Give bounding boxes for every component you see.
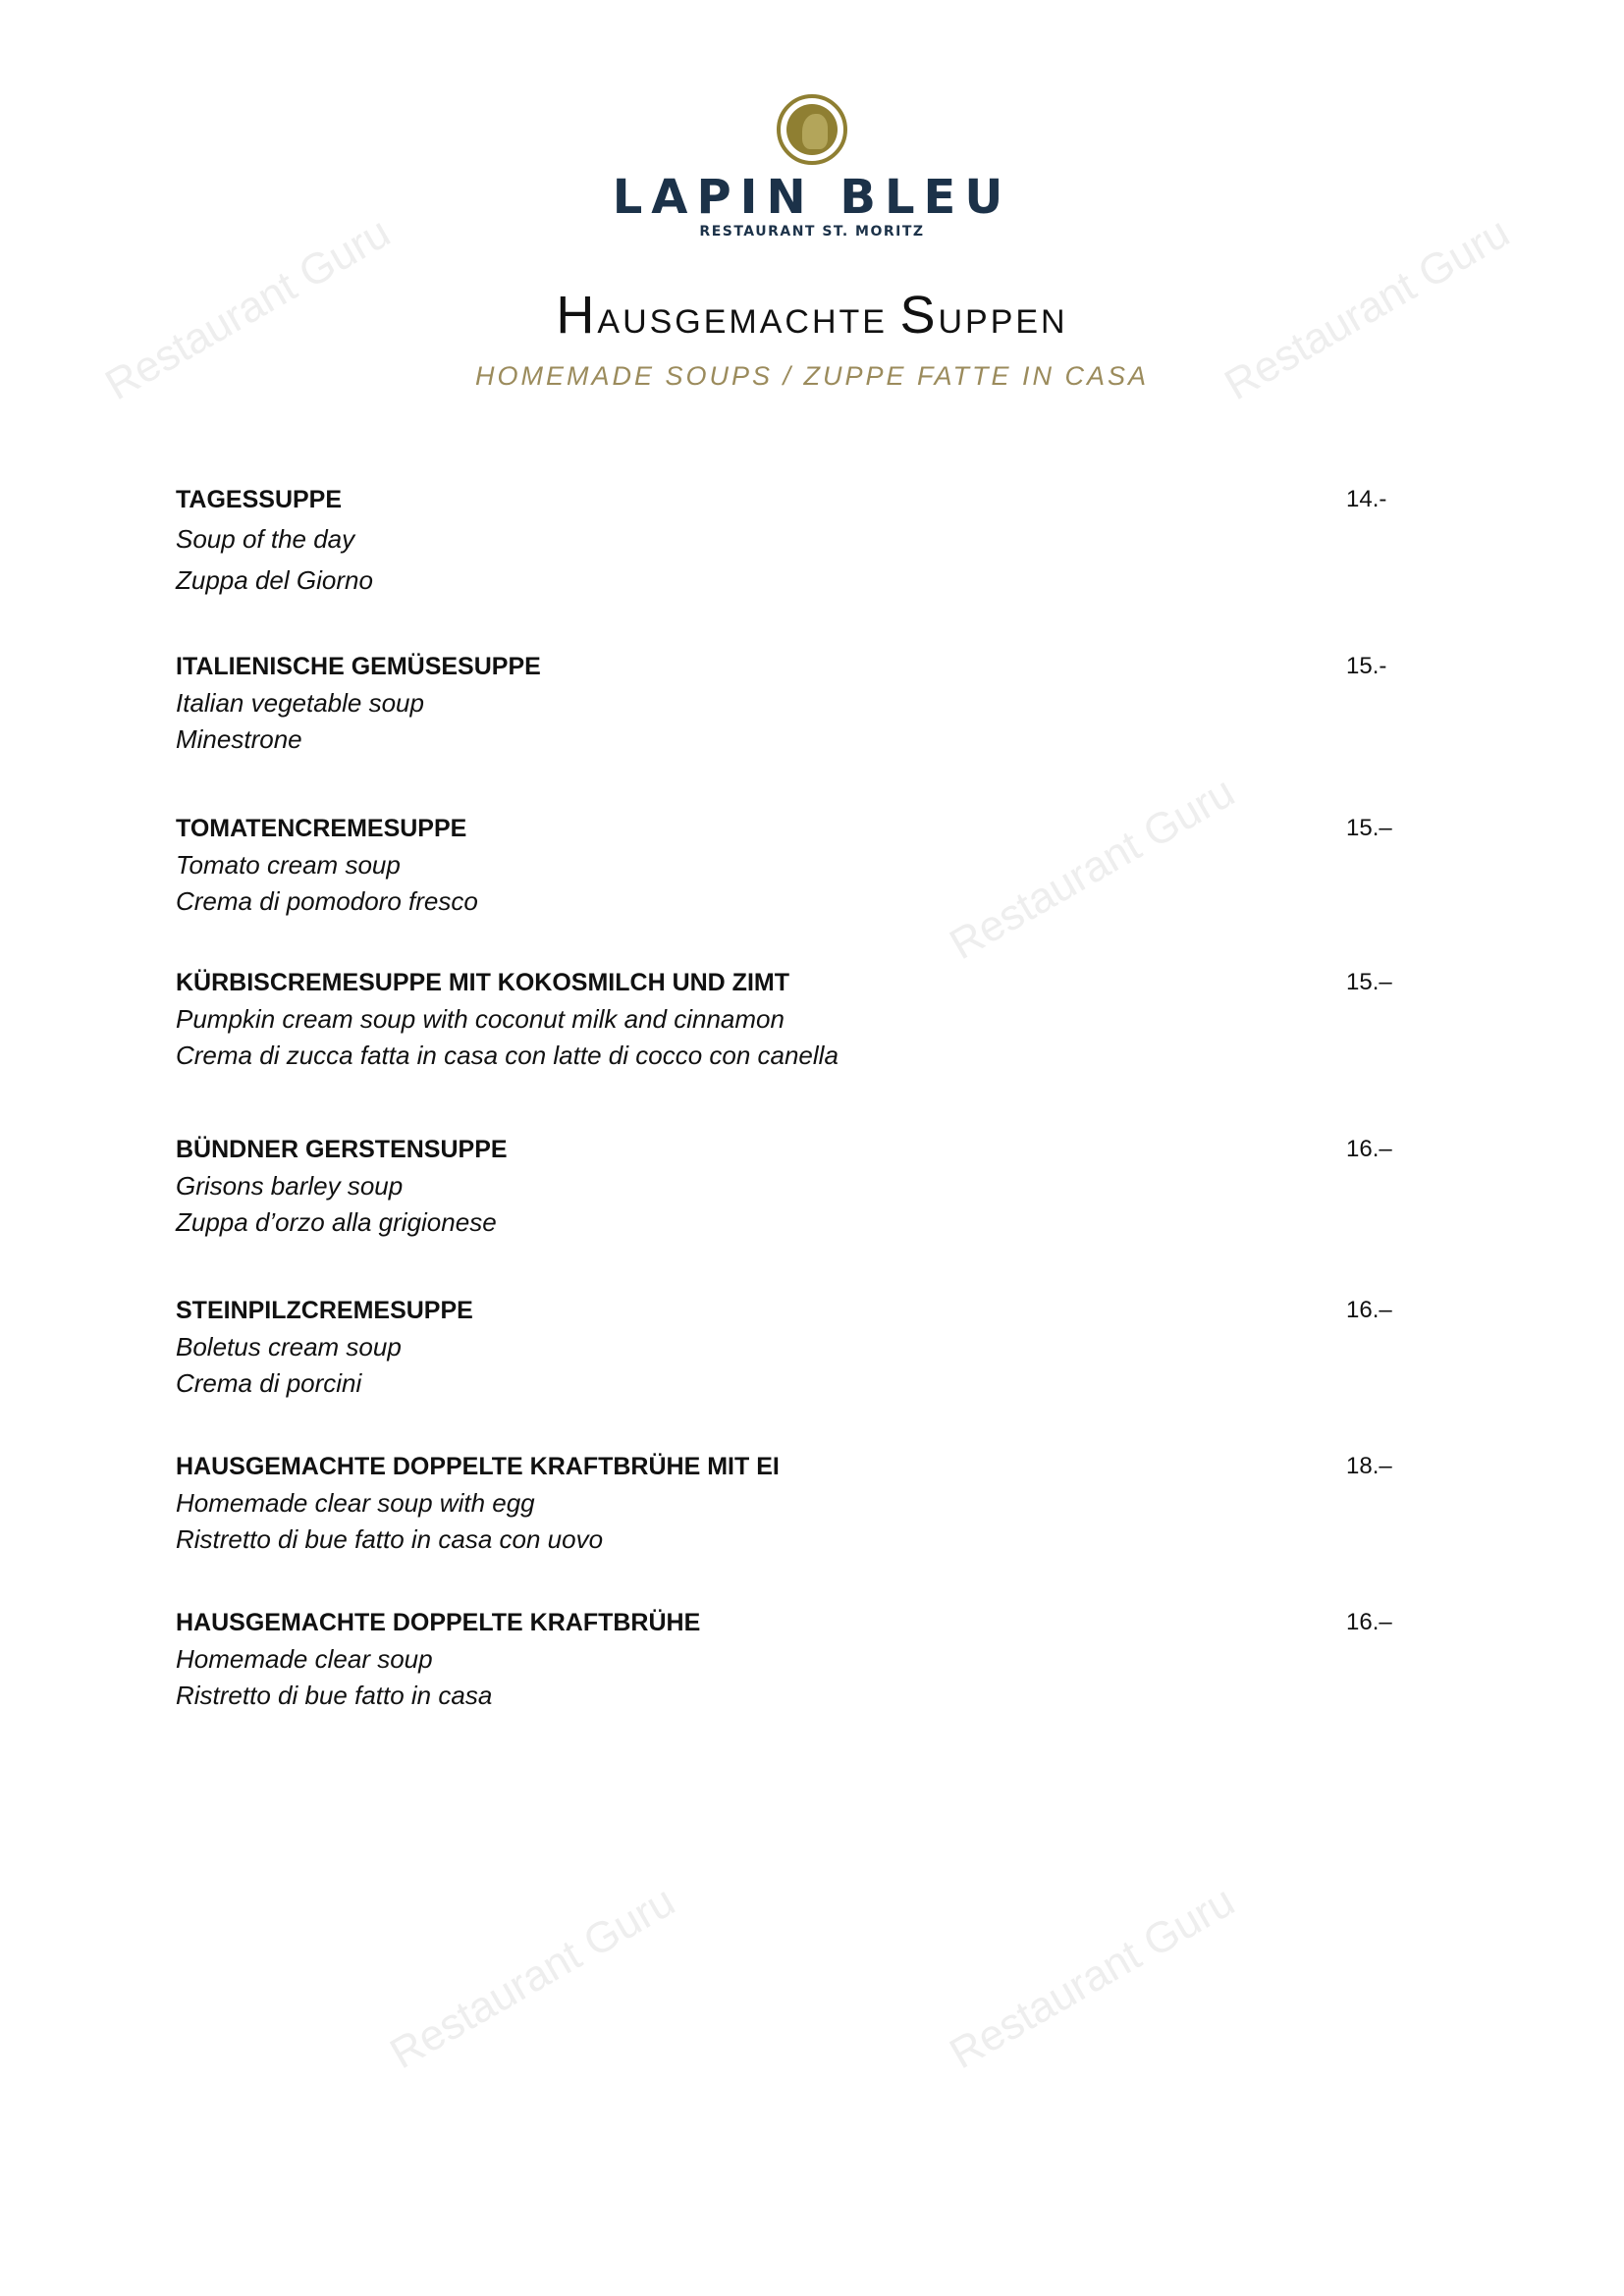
item-english: Pumpkin cream soup with coconut milk and cinnamon xyxy=(176,1004,785,1034)
item-name: ITALIENISCHE GEMÜSESUPPE xyxy=(176,653,541,680)
item-italian: Ristretto di bue fatto in casa xyxy=(176,1681,493,1710)
item-italian: Minestrone xyxy=(176,724,302,754)
item-price: 16.– xyxy=(1346,1136,1392,1162)
title-part: AUSGEMACHTE xyxy=(597,303,900,341)
item-english: Soup of the day xyxy=(176,524,355,554)
item-name: HAUSGEMACHTE DOPPELTE KRAFTBRÜHE xyxy=(176,1609,701,1636)
item-name: KÜRBISCREMESUPPE MIT KOKOSMILCH UND ZIMT xyxy=(176,969,789,996)
brand-name: LAPIN BLEU xyxy=(612,170,1012,225)
item-italian: Zuppa del Giorno xyxy=(176,565,373,595)
item-italian: Crema di porcini xyxy=(176,1368,362,1398)
item-name: STEINPILZCREMESUPPE xyxy=(176,1297,473,1324)
item-price: 18.– xyxy=(1346,1453,1392,1479)
item-english: Tomato cream soup xyxy=(176,850,401,880)
menu-item xyxy=(176,814,1413,920)
menu-item xyxy=(176,485,1413,601)
item-name: BÜNDNER GERSTENSUPPE xyxy=(176,1136,508,1163)
item-price: 14.- xyxy=(1346,486,1387,512)
item-italian: Zuppa d’orzo alla grigionese xyxy=(176,1207,497,1237)
menu-item xyxy=(176,652,1413,758)
item-italian: Crema di zucca fatta in casa con latte di cocco con canella xyxy=(176,1041,839,1070)
item-price: 15.– xyxy=(1346,815,1392,841)
item-price: 16.– xyxy=(1346,1609,1392,1635)
menu-item xyxy=(176,1452,1413,1558)
watermark: Restaurant Guru xyxy=(942,1877,1243,2079)
title-initial: S xyxy=(899,286,939,345)
item-english: Homemade clear soup xyxy=(176,1644,433,1674)
item-name: TAGESSUPPE xyxy=(176,486,343,513)
item-price: 15.– xyxy=(1346,969,1392,995)
menu-item xyxy=(176,968,1413,1074)
title-part: UPPEN xyxy=(938,303,1068,341)
item-italian: Crema di pomodoro fresco xyxy=(176,886,478,916)
watermark: Restaurant Guru xyxy=(1217,208,1518,410)
watermark: Restaurant Guru xyxy=(382,1877,683,2079)
item-english: Italian vegetable soup xyxy=(176,688,424,718)
page-subtitle: HOMEMADE SOUPS / ZUPPE FATTE IN CASA xyxy=(474,361,1150,391)
item-english: Boletus cream soup xyxy=(176,1332,402,1362)
item-price: 16.– xyxy=(1346,1297,1392,1323)
item-italian: Ristretto di bue fatto in casa con uovo xyxy=(176,1524,604,1554)
item-price: 15.- xyxy=(1346,653,1387,679)
item-english: Homemade clear soup with egg xyxy=(176,1488,535,1518)
rabbit-emblem-icon xyxy=(777,94,847,165)
item-name: TOMATENCREMESUPPE xyxy=(176,815,467,842)
item-english: Grisons barley soup xyxy=(176,1171,404,1201)
watermark: Restaurant Guru xyxy=(942,768,1243,970)
restaurant-logo xyxy=(0,94,1624,240)
menu-item xyxy=(176,1135,1413,1241)
watermark: Restaurant Guru xyxy=(97,208,399,410)
item-name: HAUSGEMACHTE DOPPELTE KRAFTBRÜHE MIT EI xyxy=(176,1453,780,1480)
menu-item xyxy=(176,1608,1413,1714)
menu-item xyxy=(176,1296,1413,1402)
title-initial: H xyxy=(556,286,598,345)
brand-subtitle: RESTAURANT ST. MORITZ xyxy=(699,224,925,240)
page-title xyxy=(0,285,1624,346)
